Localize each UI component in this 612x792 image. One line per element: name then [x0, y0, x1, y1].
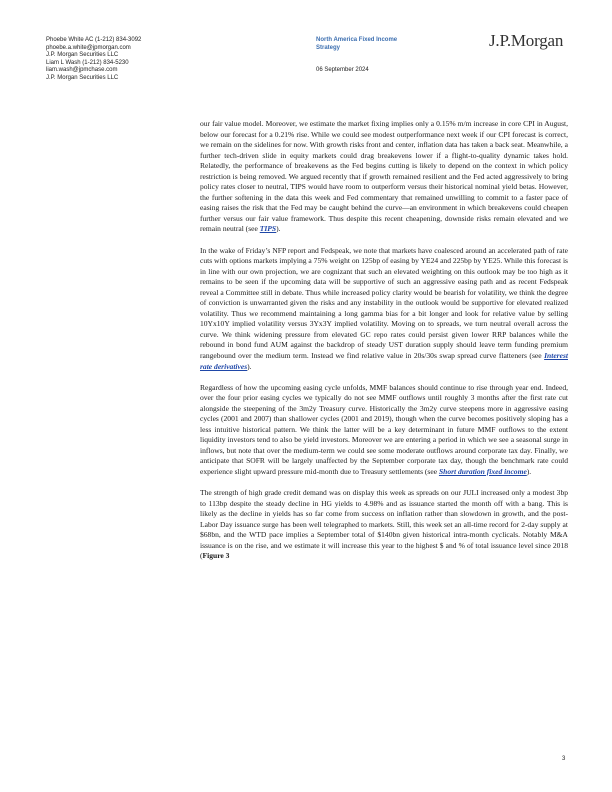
link-tips[interactable]: TIPS: [259, 224, 277, 234]
paragraph-tail: ).: [247, 361, 252, 371]
paragraph-text: Regardless of how the upcoming easing cycle unfolds, MMF balances should continue to rise through year end. Indeed, over the four prior easing cycles we typically do not see MMF outflows until roughly 3 months after the first rate cut alongside the steepening of the 3m2y Treasury curve. Historically the 3m2y curve steepens more in aggressive easing cycles (2001 and 2007) than shallower cycles (2001 and 2019), though when the curve becomes positively sloping has a less intuitive historical pattern. We think the latter will be a key determinant in future MMF outflows to the extent liquidity investors tend to also be yield investors. Moreover we are entering a period in which we see a seasonal surge in inflows, but note that over the medium-term we could see some moderate outflows around corporate tax day. Finally, we anticipate that SOFR will be largely unaffected by the September corporate tax day, though the benchmark rate could experience slight upward pressure mid-month due to Treasury settlements (see: [200, 382, 568, 476]
contact-line: J.P. Morgan Securities LLC: [46, 74, 119, 81]
analyst-contacts: [46, 37, 141, 83]
jpmorgan-logo: J.P.Morgan: [489, 31, 564, 50]
section-title-line: North America Fixed Income: [316, 37, 398, 43]
paragraph-text: our fair value model. Moreover, we estimate the market fixing implies only a 0.15% m/m increase in core CPI in August, below our forecast for a 0.21% rise. While we could see modest outperformance next week if our CPI forecast is correct, we remain on the sidelines for now. With growth risks front and center, inflation data has taken a back seat. Meanwhile, a further tech-driven slide in equity markets could drag breakevens lower if a flight-to-quality dynamic takes hold. Relatedly, the performance of breakevens as the Fed begins cutting is likely to depend on the context in which policy restriction is being removed. We argued recently that if growth remained resilient and the Fed acted aggressively to bring policy rates closer to neutral, TIPS would have room to outperform versus their historical nominal yield betas. However, the further softening in the data this week and Fed commentary that remained unwilling to commit to a faster pace of easing raises the risk that the Fed may be caught behind the curve—an environment in which breakevens could cheapen further versus our fair value framework. Thus despite this recent cheapening, downside risks remain elevated and we remain neutral (see: [200, 119, 568, 234]
paragraph-tail: ).: [526, 466, 532, 476]
contact-email[interactable]: liam.wash@jpmchase.com: [46, 67, 118, 74]
paragraph-tail: ).: [276, 224, 281, 234]
paragraph-text: The strength of high grade credit demand was on display this week as spreads on our JULI increased only a modest 3bp to 113bp despite the steady decline in HG yields to 4.98% and as issuance started the month off with a bang. This is likely as the decline in yields has so far come from success on inflation rather than slowdown in growth, and the post-Labor Day issuance surge has been well telegraphed to markets. Still, this week set an all-time record for 2-day supply at $68bn, and the WTD pace implies a September total of $140bn given historical intra-month cyclicals. Notably M&A issuance is on the rise, and we estimate it will increase this year to the highest $ and % of total issuance level since 2018 (: [200, 488, 568, 561]
paragraph: [200, 246, 568, 373]
paragraph: [200, 383, 568, 478]
article-body: [200, 119, 568, 572]
link-short-duration-fixed-income[interactable]: Short duration fixed income: [438, 466, 527, 476]
paragraph: [200, 119, 568, 235]
section-title-line: Strategy: [316, 44, 341, 51]
contact-line: Phoebe White AC (1-212) 834-3092: [46, 37, 142, 43]
contact-line: Liam L Wash (1-212) 834-5230: [46, 59, 129, 66]
report-date: 06 September 2024: [316, 67, 369, 73]
paragraph: [200, 488, 568, 562]
figure-reference: Figure 3: [202, 551, 230, 561]
paragraph-text: In the wake of Friday’s NFP report and Fedspeak, we note that markets have coalesced around an accelerated path of rate cuts with options markets implying a 75% weight on 125bp of easing by YE24 and 225bp by YE25. While this forecast is in line with our own projection, we are cognizant that such an elevated weighting on this outlook may be too high as it remains to be seen if the upcoming data will be supportive of such an aggressive easing path and as recent Fedspeak reveal a Committee still in debate. Thus while increased policy clarity would be bearish for volatility, we think the degree of conviction is unwarranted given the risks and any instability in the outlook would be supportive for elevated realized volatility. Thus we recommend maintaining a long gamma bias for a bit longer and look for relative value by selling 10Yx10Y implied volatility versus 3Yx3Y implied volatility. Moving on to spreads, we turn neutral overall across the curve. We think widening pressure from elevated GC repo rates could persist given lower RRP balances while the rebound in bond fund AUM against the backdrop of steady UST duration supply should leave term funding premium rangebound over the medium term. Instead we find relative value in 20s/30s swap spread curve flatteners (see: [200, 245, 568, 360]
link-interest-rate-derivatives[interactable]: Interest rate derivatives: [200, 350, 568, 371]
report-section-title: [316, 37, 397, 52]
contact-line: J.P. Morgan Securities LLC: [46, 52, 119, 59]
contact-email[interactable]: phoebe.a.white@jpmorgan.com: [46, 44, 131, 51]
page-number: 3: [562, 756, 566, 762]
